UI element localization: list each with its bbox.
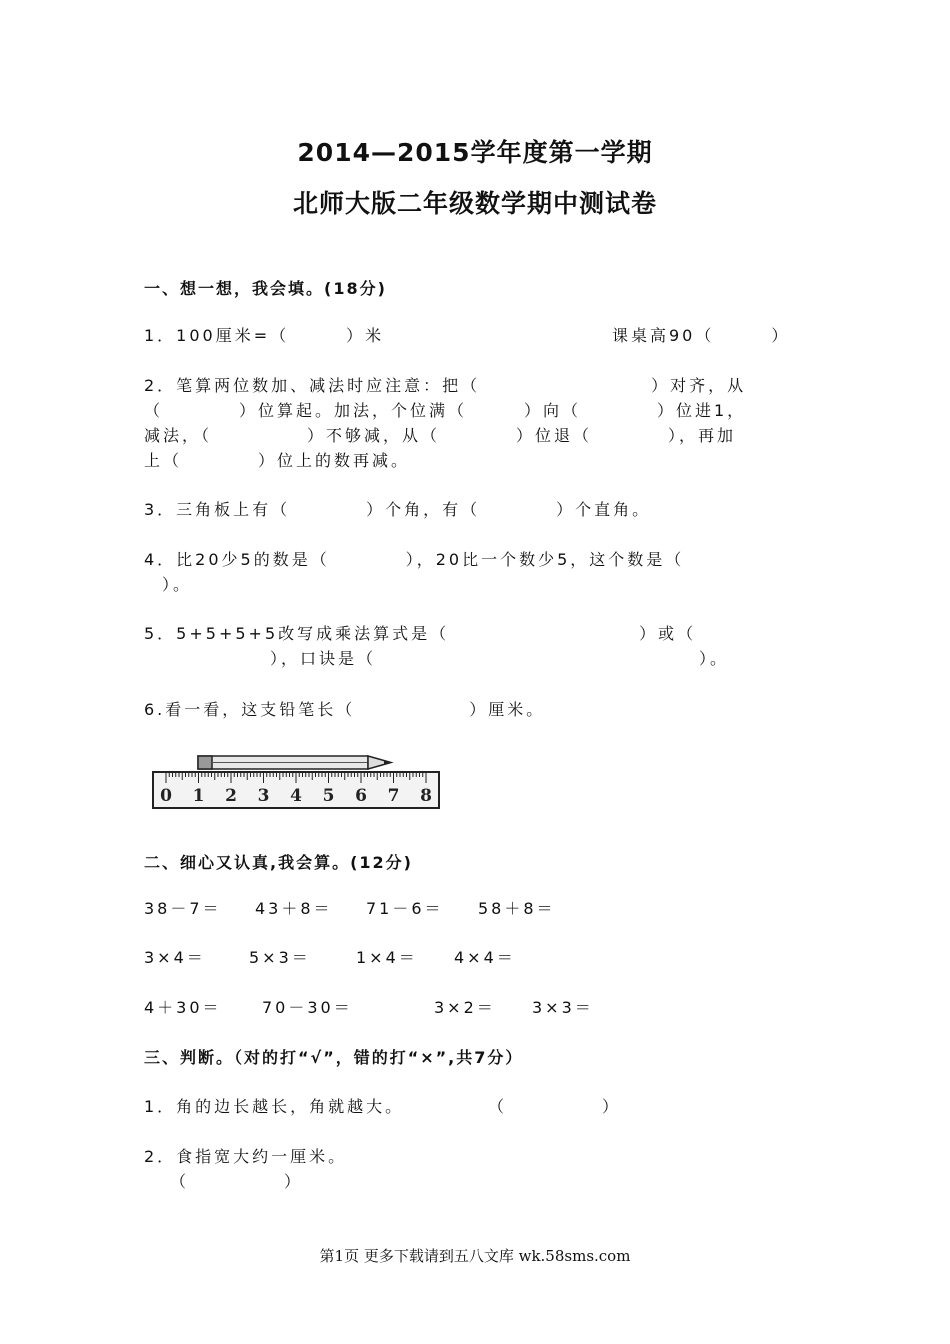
ruler-label: 5 [322,786,335,806]
question-4-line-2: ）。 [162,575,193,594]
calc-row-1-item-1: 38－7＝ [144,899,222,918]
calc-row-1-item-2: 43＋8＝ [255,899,333,918]
title-line-1: 2014—2015学年度第一学期 [297,138,653,167]
judge-question-1: 1．角的边长越长，角就越大。 [144,1097,405,1116]
calc-row-3-item-4: 3×3＝ [532,998,594,1017]
page-footer: 第1页 更多下载请到五八文库 wk.58sms.com [319,1247,631,1265]
question-5-line-1: 5．5+5+5+5改写成乘法算式是（ ）或（ [144,624,697,643]
section-1-heading: 一、想一想，我会填。(18分) [144,279,387,298]
ruler-label: 4 [290,786,302,806]
title-line-2: 北师大版二年级数学期中测试卷 [292,189,657,218]
ruler-label: 1 [192,786,205,806]
question-4-line-1: 4．比20少5的数是（ ），20比一个数少5，这个数是（ [144,550,685,569]
ruler-label: 3 [257,786,270,806]
question-5-line-2: ），口诀是（ ）。 [270,649,730,668]
ruler-label: 7 [387,786,400,806]
calc-row-1-item-4: 58＋8＝ [478,899,556,918]
question-3: 3．三角板上有（ ）个角，有（ ）个直角。 [144,500,652,519]
judge-answer-paren-2: （ ） [170,1172,304,1191]
calc-row-3-item-3: 3×2＝ [434,998,496,1017]
question-2-line-1: 2．笔算两位数加、减法时应注意：把（ ）对齐，从 [144,376,747,395]
ruler-label: 6 [355,786,367,806]
calc-row-1-item-3: 71－6＝ [366,899,444,918]
pencil-ruler-figure [148,746,448,816]
ruler-label: 8 [420,786,432,806]
judge-question-2: 2．食指宽大约一厘米。 [144,1147,348,1166]
question-2-line-3: 减法，（ ）不够减，从（ ）位退（ ），再加 [144,426,737,445]
calc-row-3-item-2: 70－30＝ [262,998,353,1017]
calc-row-2-item-1: 3×4＝ [144,948,206,967]
question-1b: 课桌高90（ ） [612,326,791,345]
section-2-heading: 二、细心又认真,我会算。(12分) [144,853,413,872]
ruler-labels [160,786,432,806]
question-2-line-4: 上（ ）位上的数再减。 [144,451,411,470]
calc-row-2-item-4: 4×4＝ [454,948,516,967]
question-1a: 1．100厘米=（ ）米 [144,326,385,345]
section-3-heading: 三、判断。（对的打“√”，错的打“×”,共7分） [144,1048,524,1067]
calc-row-2-item-3: 1×4＝ [356,948,418,967]
calc-row-2-item-2: 5×3＝ [249,948,311,967]
calc-row-3-item-1: 4＋30＝ [144,998,222,1017]
pencil-icon [198,756,391,769]
ruler-label: 2 [225,786,237,806]
judge-answer-paren-1: （ ） [488,1097,622,1116]
ruler-label: 0 [160,786,172,806]
question-2-line-2: （ ）位算起。加法，个位满（ ）向（ ）位进1， [144,401,747,420]
question-6: 6.看一看，这支铅笔长（ ）厘米。 [144,700,546,719]
